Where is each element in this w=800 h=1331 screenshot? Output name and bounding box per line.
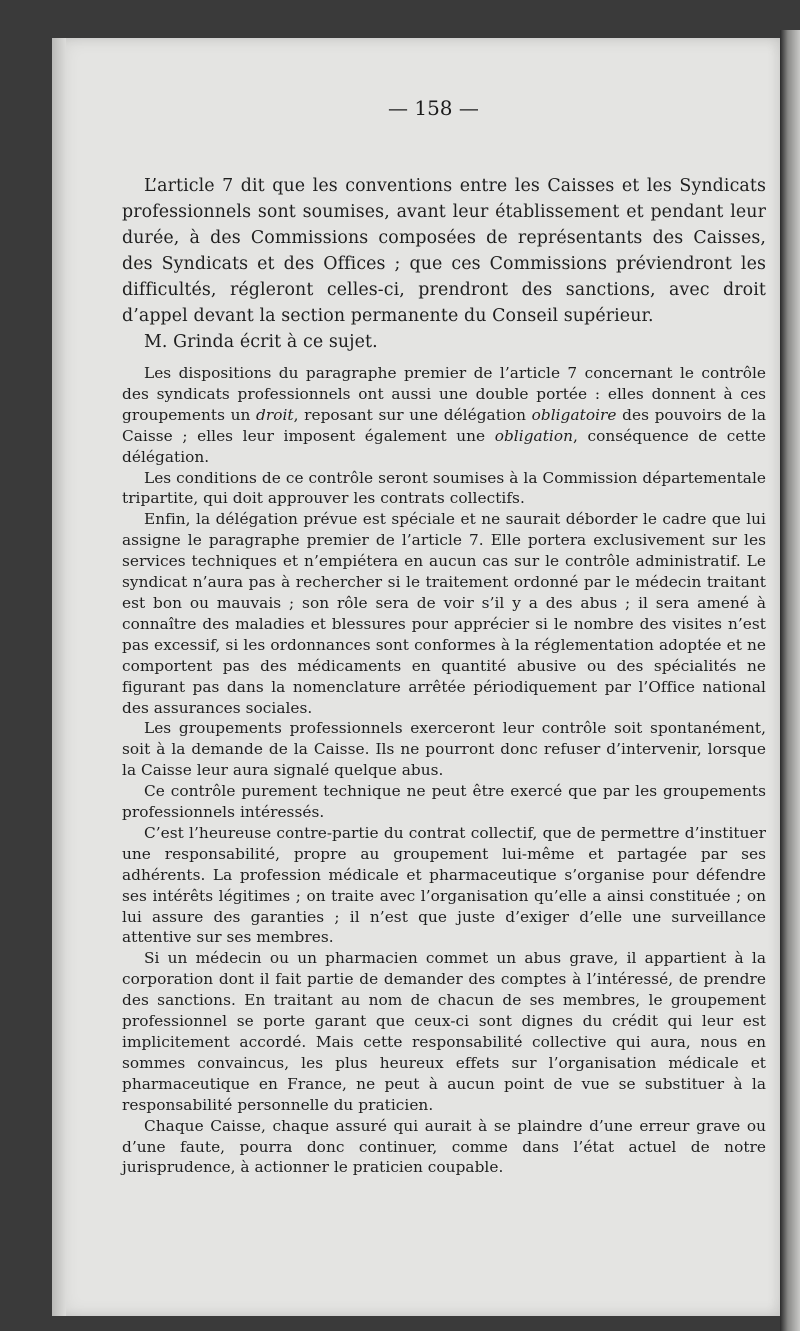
intro-paragraph: L’article 7 dit que les conventions entre les Caisses et les Syndicats professionnels sont soumises, avant leur établissement et pendant leur durée, à des Commissions composées de représentants des Caisses, des Syndicats et des Offices ; que ces Commissions préviendront les difficultés, régleront celles-ci, prendront des sanctions, avec droit d’appel devant la section permanente du Conseil supérieur. — [122, 176, 766, 326]
quote-emphasis: obligation — [494, 426, 574, 445]
intro-section — [122, 173, 766, 355]
quote-paragraph: Si un médecin ou un pharmacien commet un abus grave, il appartient à la corporation dont il fait partie de demander des comptes à l’intéressé, de prendre des sanctions. En traitant au nom de chacun de ses membres, le groupement professionnel se porte garant que ceux-ci sont dignes du crédit qui leur est implicitement accordé. Mais cette responsabilité collective qui aura, nous en sommes convaincus, les plus heureux effets sur l’organisation médicale et pharmaceutique en France, ne peut à aucun point de vue se substituer à la responsabilité personnelle du praticien. — [122, 949, 766, 1114]
quote-paragraph: Ce contrôle purement technique ne peut être exercé que par les groupements professionnels intéressés. — [122, 782, 766, 822]
quote-paragraph: Enfin, la délégation prévue est spéciale et ne saurait déborder le cadre que lui assigne le paragraphe premier de l’article 7. Elle portera exclusivement sur les services techniques et n’empiétera en aucun cas sur le contrôle administratif. Le syndicat n’aura pas à rechercher si le traitement ordonné par le médecin traitant est bon ou mauvais ; son rôle sera de voir s’il y a des abus ; il sera amené à connaître des maladies et blessures pour apprécier si le nombre des visites n’est pas excessif, si les ordonnances sont conformes à la réglementation adoptée et ne comportent pas des médicaments en quantité abusive ou des spécialités ne figurant pas dans la nomenclature arrêtée périodiquement par l’Office national des assurances sociales. — [122, 510, 766, 717]
quote-text: , reposant sur une délégation — [293, 405, 532, 424]
intro-paragraph: M. Grinda écrit à ce sujet. — [144, 332, 378, 352]
body-text — [122, 128, 766, 1178]
quote-text: Les dispositions du paragraphe premier de l’article 7 concernant le contrôle des syndicats professionnels ont aussi une double portée : elles donnent à ces groupements un — [122, 364, 766, 424]
quote-paragraph: Les conditions de ce contrôle seront soumises à la Commission départementale tripartite, qui doit approuver les contrats collectifs. — [122, 468, 766, 508]
page-binding-edge — [52, 38, 66, 1316]
quote-emphasis: obligatoire — [531, 405, 617, 424]
quote-paragraph: Chaque Caisse, chaque assuré qui aurait à se plaindre d’une erreur grave ou d’une faute, pourra donc continuer, comme dans l’état actuel de notre jurisprudence, à actionner le praticien coupable. — [122, 1116, 766, 1177]
adjacent-page-edge — [780, 30, 800, 1331]
quote-paragraph — [122, 363, 766, 468]
quote-text: , conséquence de cette délégation. — [122, 426, 767, 466]
quoted-passage — [122, 363, 766, 1178]
quote-emphasis: droit — [255, 405, 294, 424]
page-number: — 158 — — [388, 96, 479, 120]
quote-paragraph: Les groupements professionnels exerceront leur contrôle soit spontanément, soit à la demande de la Caisse. Ils ne pourront donc refuser d’intervenir, lorsque la Caisse leur aura signalé quelque abus. — [122, 719, 766, 780]
quote-paragraph: C’est l’heureuse contre-partie du contrat collectif, que de permettre d’instituer une responsabilité, propre au groupement lui-même et partagée par ses adhérents. La profession médicale et pharmaceutique s’organise pour défendre ses intérêts légitimes ; on traite avec l’organisation qu’elle a ainsi constituée ; on lui assure des garanties ; il n’est que juste d’exiger d’elle une surveillance attentive sur ses membres. — [122, 823, 766, 947]
quote-text: des pouvoirs de la Caisse ; elles leur imposent également une — [122, 405, 766, 445]
